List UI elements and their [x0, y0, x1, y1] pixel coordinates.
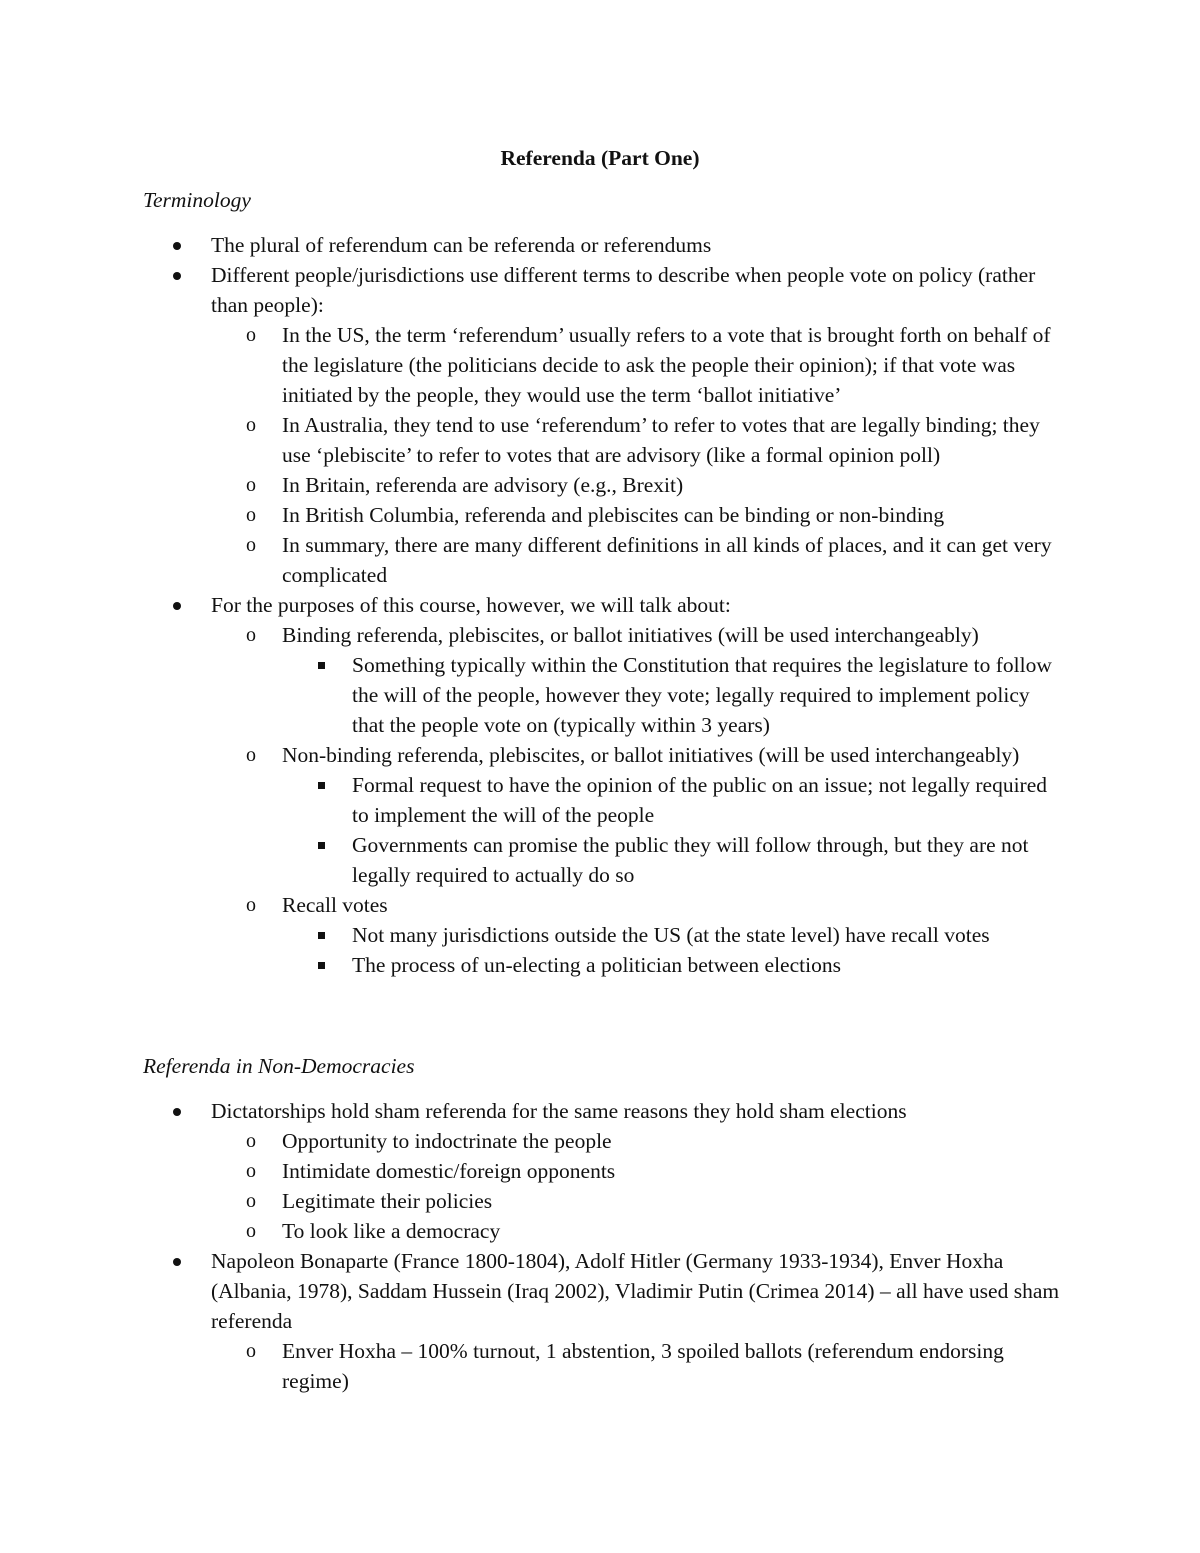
circle-bullet-icon: o — [246, 894, 256, 916]
non-democracies-list — [0, 1096, 1200, 1396]
circle-bullet-icon: o — [246, 1130, 256, 1152]
list-item: Not many jurisdictions outside the US (at the state level) have recall votes — [0, 920, 1200, 950]
square-bullet-icon — [318, 770, 325, 800]
bullet-icon — [173, 590, 181, 620]
list-item: o In British Columbia, referenda and plebiscites can be binding or non-binding — [0, 500, 1200, 530]
circle-bullet-icon: o — [246, 534, 256, 556]
list-item: o In the US, the term ‘referendum’ usually refers to a vote that is brought forth on behalf of the legislature (the politicians decide to ask the people their opinion); if that vote was initiated by the people, they would use the term ‘ballot initiative’ — [0, 320, 1200, 410]
list-item: Formal request to have the opinion of the public on an issue; not legally required to implement the will of the people — [0, 770, 1200, 830]
circle-bullet-icon: o — [246, 414, 256, 436]
document-title: Referenda (Part One) — [500, 146, 700, 170]
list-item: o In Britain, referenda are advisory (e.g., Brexit) — [0, 470, 1200, 500]
circle-bullet-icon: o — [246, 1160, 256, 1182]
list-item: The plural of referendum can be referenda or referendums — [0, 230, 1200, 260]
square-bullet-icon — [318, 830, 325, 860]
list-item: o In summary, there are many different definitions in all kinds of places, and it can get very complicated — [0, 530, 1200, 590]
list-item: o Opportunity to indoctrinate the people — [0, 1126, 1200, 1156]
list-item: For the purposes of this course, however, we will talk about: — [0, 590, 1200, 620]
list-item: o Intimidate domestic/foreign opponents — [0, 1156, 1200, 1186]
circle-bullet-icon: o — [246, 474, 256, 496]
list-item: o In Australia, they tend to use ‘referendum’ to refer to votes that are legally binding; they use ‘plebiscite’ to refer to votes that are advisory (like a formal opinion poll) — [0, 410, 1200, 470]
terminology-list — [0, 230, 1200, 980]
circle-bullet-icon: o — [246, 744, 256, 766]
section-heading-non-democracies: Referenda in Non-Democracies — [143, 1054, 415, 1078]
bullet-icon — [173, 1096, 181, 1126]
list-item: The process of un-electing a politician between elections — [0, 950, 1200, 980]
list-item: o Enver Hoxha – 100% turnout, 1 abstention, 3 spoiled ballots (referendum endorsing regime) — [0, 1336, 1200, 1396]
circle-bullet-icon: o — [246, 324, 256, 346]
circle-bullet-icon: o — [246, 504, 256, 526]
circle-bullet-icon: o — [246, 1340, 256, 1362]
list-item: o Recall votes — [0, 890, 1200, 920]
square-bullet-icon — [318, 950, 325, 980]
list-item: Governments can promise the public they will follow through, but they are not legally required to actually do so — [0, 830, 1200, 890]
list-item: Dictatorships hold sham referenda for the same reasons they hold sham elections — [0, 1096, 1200, 1126]
list-item: o Binding referenda, plebiscites, or ballot initiatives (will be used interchangeably) — [0, 620, 1200, 650]
square-bullet-icon — [318, 920, 325, 950]
list-item: Napoleon Bonaparte (France 1800-1804), Adolf Hitler (Germany 1933-1934), Enver Hoxha (Albania, 1978), Saddam Hussein (Iraq 2002), Vladimir Putin (Crimea 2014) – all have used sham referenda — [0, 1246, 1200, 1336]
circle-bullet-icon: o — [246, 1220, 256, 1242]
square-bullet-icon — [318, 650, 325, 680]
list-item: Something typically within the Constitution that requires the legislature to follow the will of the people, however they vote; legally required to implement policy that the people vote on (typically within 3 years) — [0, 650, 1200, 740]
list-item: o To look like a democracy — [0, 1216, 1200, 1246]
bullet-icon — [173, 260, 181, 290]
list-item: Different people/jurisdictions use different terms to describe when people vote on policy (rather than people): — [0, 260, 1200, 320]
bullet-icon — [173, 1246, 181, 1276]
circle-bullet-icon: o — [246, 1190, 256, 1212]
circle-bullet-icon: o — [246, 624, 256, 646]
list-item: o Non-binding referenda, plebiscites, or ballot initiatives (will be used interchangeably) — [0, 740, 1200, 770]
list-item: o Legitimate their policies — [0, 1186, 1200, 1216]
section-heading-terminology: Terminology — [143, 188, 251, 212]
bullet-icon — [173, 230, 181, 260]
